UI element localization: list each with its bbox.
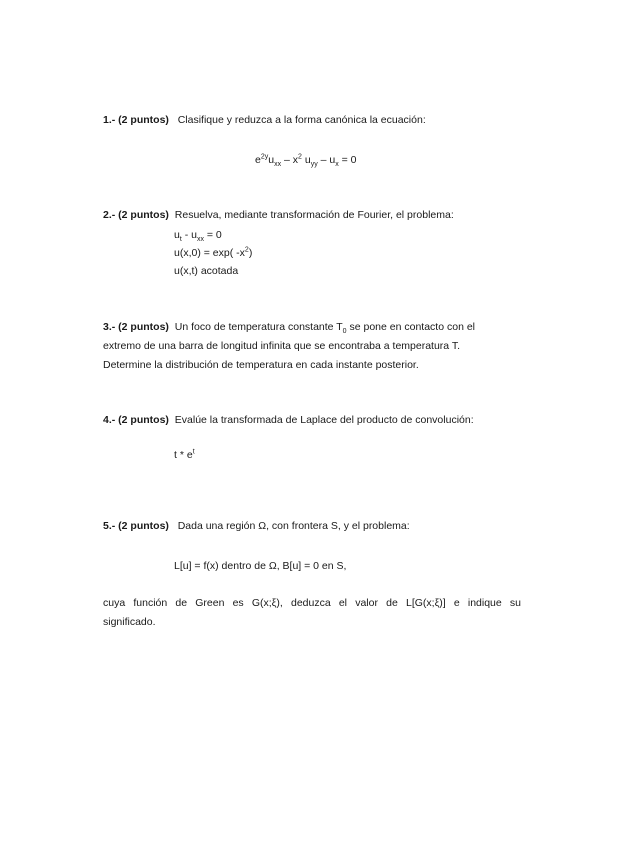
problem-5-heading: 5.- (2 puntos) <box>103 520 169 532</box>
problem-2 <box>103 208 454 222</box>
problem-4-expression: t * $e^t$ <box>174 448 195 461</box>
problem-4-text: Evalúe la transformada de Laplace del producto de convolución: <box>174 414 474 426</box>
problem-4 <box>103 413 474 427</box>
problem-3: 3.- (2 puntos) Un foco de temperatura constante $T_0$ se pone en contacto con el <box>103 321 476 336</box>
problem-5-equation: L[u] = f(x) dentro de Ω, B[u] = 0 en S, <box>174 560 347 572</box>
problem-3-line-2: extremo de una barra de longitud infinita que se encontraba a temperatura T. <box>103 340 461 352</box>
problem-5-text: Dada una región Ω, con frontera S, y el problema: <box>177 520 410 532</box>
problem-2-equation-2: u(x,0) = exp( $-x^2$) <box>174 246 253 259</box>
problem-3-line-3: Determine la distribución de temperatura en cada instante posterior. <box>103 359 419 371</box>
problem-5-paragraph-line-1: cuya función de Green es G(x;ξ), deduzca el valor de L[G(x;ξ)] e indique su <box>103 597 521 609</box>
problem-2-equation-1: $u_t - u_{xx} = 0$ <box>174 229 222 244</box>
problem-2-equation-3: u(x,t) acotada <box>174 265 239 277</box>
problem-1 <box>103 113 426 127</box>
problem-2-text: Resuelva, mediante transformación de Fourier, el problema: <box>174 209 454 221</box>
problem-1-text: Clasifique y reduzca a la forma canónica la ecuación: <box>177 114 426 126</box>
problem-1-equation: $e^{2y}u_{xx} - x^2$ $u_{yy} - u_x = 0$ <box>255 153 357 169</box>
problem-3-heading: 3.- (2 puntos) <box>103 321 169 333</box>
problem-2-heading: 2.- (2 puntos) <box>103 209 169 221</box>
problem-5-paragraph-line-2: significado. <box>103 616 156 628</box>
problem-5 <box>103 519 410 533</box>
problem-1-heading: 1.- (2 puntos) <box>103 114 169 126</box>
problem-4-heading: 4.- (2 puntos) <box>103 414 169 426</box>
